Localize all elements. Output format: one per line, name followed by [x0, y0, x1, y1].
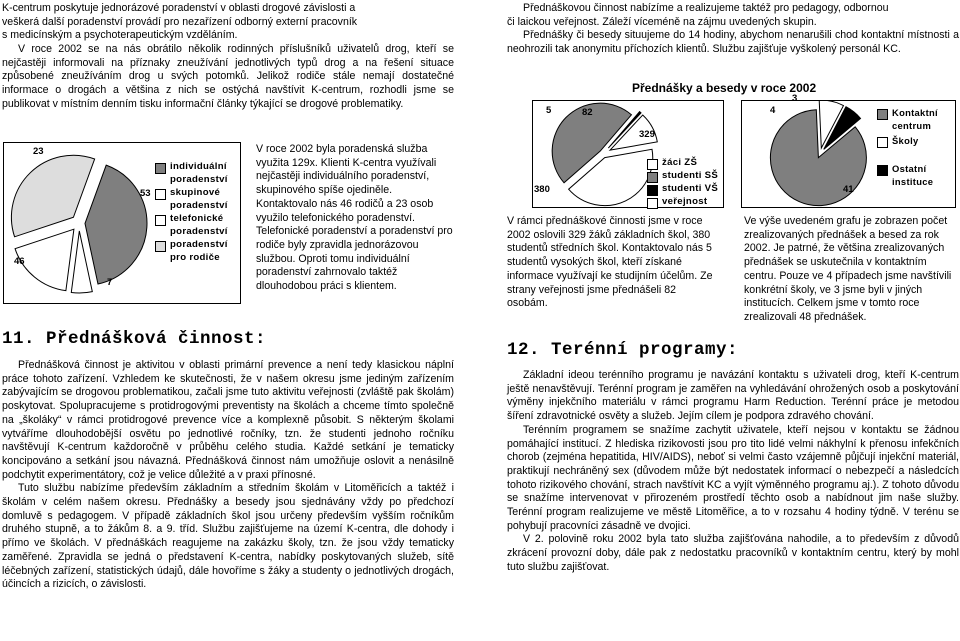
- legend-label: skupinové poradenství: [170, 187, 228, 211]
- legend-item: [647, 170, 723, 183]
- locations-legend: [877, 107, 953, 189]
- pie-label-telefonicke: 23: [33, 146, 44, 157]
- legend-label: veřejnost: [662, 196, 708, 207]
- pie-slice-1: [85, 165, 147, 284]
- pie-slice-4: [11, 155, 94, 237]
- lectures-chart-title: Přednášky a besedy v roce 2002: [632, 81, 817, 95]
- legend-label: individuální poradenství: [170, 161, 228, 185]
- counselling-legend: [155, 161, 237, 265]
- pie-label-individualni: 53: [140, 188, 151, 199]
- section-11-paragraph: Přednášková činnost je aktivitou v oblasti primární prevence a není tedy klasickou náplní práce tohoto zařízení. Vzhledem ke skutečnosti, že v našem okresu jsme jediným zařízením zabývajícím se drogovou problematikou, začali jsme tuto aktivitu veřejnosti (zvláště pak školám) poskytovat. Spolupracujeme s protidrogovými preventisty na školách a chceme tímto společně na „školáky“ v rámci protidrogové prevence více a komplexně působit. S některým školami vytváříme dlouhodobější osvětu po jednotlivé ročníky, tzn. že studenti jednoho ročníku navštěvují K-centrum každoročně v průběhu celého studia. Každé setkání je tematicky koncipováno a setkání jsou návazná. Přednášková činnost nám umožňuje oslovit a nenásilně podchytit experimentátory, což je velice důležité a v praxi přínosné.: [2, 359, 454, 481]
- legend-label: Školy: [892, 135, 919, 146]
- legend-swatch: [155, 189, 166, 200]
- legend-label: poradenství pro rodiče: [170, 239, 228, 263]
- legend-swatch: [155, 163, 166, 174]
- legend-swatch: [877, 109, 888, 120]
- pie-label-zs: 329: [639, 129, 655, 140]
- legend-item: [155, 213, 237, 238]
- legend-swatch: [647, 185, 658, 196]
- legend-label: studenti VŠ: [662, 183, 719, 194]
- section-12-body: [507, 369, 959, 575]
- audience-chart: [532, 100, 724, 208]
- intro-line: Přednáškovou činnost nabízíme a realizujeme taktéž pro pedagogy, odbornou: [523, 2, 889, 14]
- section-11-title: 11. Přednášková činnost:: [2, 329, 267, 349]
- audience-legend: [647, 157, 723, 209]
- locations-chart: [741, 93, 956, 208]
- section-11-body: [2, 359, 454, 592]
- audience-summary: V rámci přednáškové činnosti jsme v roce 2002 oslovili 329 žáků základních škol, 380 studentů středních škol. Kontaktovalo nás 5 studentů vysokých škol, kteří získané informace využívají ke studijním účelům. Ze strany veřejnosti jsme přednášeli 82 osobám.: [507, 215, 713, 310]
- legend-swatch: [877, 137, 888, 148]
- pie-label-skupinove: 7: [107, 277, 113, 288]
- pie-label-rodice: 46: [14, 256, 25, 267]
- legend-label: Kontaktní centrum: [892, 107, 938, 131]
- legend-swatch: [155, 215, 166, 226]
- counselling-chart: [3, 142, 241, 304]
- legend-label: studenti SŠ: [662, 170, 719, 181]
- locations-summary: Ve výše uvedeném grafu je zobrazen počet zrealizovaných přednášek a besed za rok 2002. Je patrné, že většina zrealizovaných přednášek se uskutečnila v kontaktním centru. Pouze ve 4 případech jsme navštívili konkrétní školy, ve 3 jsme byli v jiných institucích. Celkem jsme v tomto roce zrealizovali 48 přednášek.: [744, 215, 952, 323]
- section-12-title: 12. Terénní programy:: [507, 340, 739, 360]
- right-intro: [507, 2, 959, 29]
- intro-line: s medicínským a psychoterapeutickým vzděláním.: [2, 29, 238, 42]
- right-paragraph-scheduling: Přednášky či besedy situujeme do 14 hodiny, abychom nenarušili chod kontaktní místnosti a neohrozili tak anonymitu příchozích klientů. Službu zajišťuje vyškolený personál KC.: [507, 29, 959, 55]
- pie-label-ostatni: 3: [792, 93, 798, 104]
- legend-swatch: [647, 159, 658, 170]
- intro-line: veškerá další poradenství provádí pro nezařízení odborný externí pracovník: [2, 15, 358, 28]
- legend-item: [647, 157, 723, 170]
- pie-label-kc: 41: [843, 184, 854, 195]
- legend-item: [877, 107, 953, 132]
- legend-item: [877, 135, 953, 148]
- legend-swatch: [647, 198, 658, 209]
- legend-label: Ostatní instituce: [892, 163, 934, 187]
- legend-label: telefonické poradenství: [170, 213, 228, 237]
- legend-item: [155, 187, 237, 212]
- pie-label-skoly: 4: [770, 105, 776, 116]
- section-11-paragraph: Tuto službu nabízíme především základním a středním školám v Litoměřicích a taktéž i školám v celém našem okresu. Přednášky a besedy jsou sjednávány vždy po předchozí domluvě s pedagogem. V případě základních škol jsou určeny především vyšším ročníkům druhého stupně, a to žákům 8. a 9. tříd. Službu zajišťujeme na území K-centra, dle dohody i přímo ve školách. V přednáškách reagujeme na zakázku školy, tzn. že jsou vždy tematicky zaměřené. Zpravidla se jedná o představení K-centra, nabídky poskytovaných služeb, sítě léčebných zařízení, statistických údajů, dále hovoříme s žáky a studenty o jednotlivých drogách, účincích a rizicích, o závislosti.: [2, 482, 454, 591]
- legend-swatch: [877, 165, 888, 176]
- pie-label-vs: 5: [546, 105, 552, 116]
- section-12-paragraph: V 2. polovině roku 2002 byla tato služba zajišťována nahodile, a to především z důvodů zkrácení provozní doby, dále pak z nedostatku pracovníků v kontaktním centru, který by mohl tuto službu zajišťovat.: [507, 533, 959, 573]
- counselling-summary: V roce 2002 byla poradenská služba využita 129x. Klienti K-centra využívali nejčastěji individuálního poradenství, skupinového spíše ojediněle. Kontaktovalo nás 46 rodičů a 23 osob využilo telefonického poradenství. Telefonické poradenství a poradenství pro rodiče byly zpravidla jednorázovou službou. Oproti tomu individuální poradenství zahrnovalo taktéž dlouhodobou práci s klientem.: [256, 143, 453, 293]
- legend-item: [647, 196, 723, 209]
- legend-item: [155, 239, 237, 264]
- legend-item: [155, 161, 237, 186]
- intro-line: či laickou veřejnost. Záleží víceméně na zájmu uvedených skupin.: [507, 15, 817, 28]
- legend-item: [877, 163, 953, 188]
- legend-item: [647, 183, 723, 196]
- pie-label-verejnost: 82: [582, 107, 593, 118]
- legend-swatch: [155, 241, 166, 252]
- section-12-paragraph: Terénním programem se snažíme zachytit uživatele, kteří nejsou v kontaktu se žádnou pomáhající institucí. Z hlediska rizikovosti jsou pro tito lidé velmi nákhylní k přenosu infekčních chorob (zejména hepatitida, HIV/AIDS), neboť si velmi často vzájemně půjčují injekční materiál, praktikují nechráněný sex (důvodem může být nedostatek informací o nebezpečí a následcích tohoto rizikového chování, strach navštívit KC a vyjít výměnného programu aj.). Z tohoto důvodu se snažíme intervenovat v přirozeném prostředí těchto osob a nabídnout jim naše služby. Terénní program realizujeme ve městě Litoměřice, a to v rozsahu 4 hodiny týdně. V terénu se pohybují pracovníci zásadně ve dvojici.: [507, 423, 959, 532]
- legend-label: žáci ZŠ: [662, 157, 698, 168]
- section-12-paragraph: Základní ideou terénního programu je navázání kontaktu s uživateli drog, kteří K-centrum ještě nenavštěvují. Terénní program je zaměřen na vyhledávání ohrožených osob a poskytování výměny injekčního materiálu v rámci programu Harm Reduction. Terénní práce je metodou šíření zdravotnické osvěty a služeb. Jejím cílem je podpora zdravého chování.: [507, 369, 959, 423]
- intro-line: K-centrum poskytuje jednorázové poradenství v oblasti drogové závislosti a: [2, 2, 356, 14]
- left-paragraph-relatives: V roce 2002 se na nás obrátilo několik rodinných příslušníků uživatelů drog, kteří se nejčastěji informovali na příznaky zneužívání jednotlivých typů drog a na řešení situace způsobené zneužíváním drog u svých potomků. Jelikož rodiče stále nemají dostatečné informace o drogách a většina z nich se ostýchá navštívit K-centrum, rozhodli jsme se publikovat v místním denním tisku informační články týkající se drogové problematiky.: [2, 43, 454, 110]
- legend-swatch: [647, 172, 658, 183]
- left-intro: [2, 2, 454, 43]
- pie-label-ss: 380: [534, 184, 550, 195]
